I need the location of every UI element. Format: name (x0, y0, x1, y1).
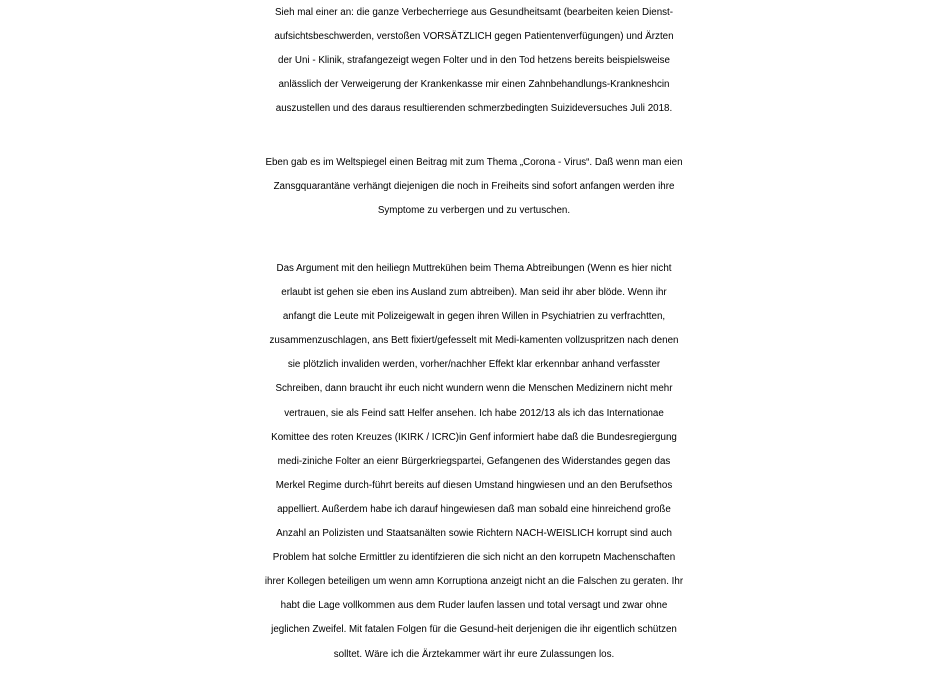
text-line: vertrauen, sie als Feind satt Helfer ansehen. Ich habe 2012/13 als ich das Internationae (284, 407, 664, 419)
text-line: Zansgquarantäne verhängt diejenigen die noch in Freiheits sind sofort anfangen werden ihre (273, 181, 675, 193)
text-line: Schreiben, dann braucht ihr euch nicht wundern wenn die Menschen Medizinern nicht mehr (275, 383, 673, 395)
text-line: solltet. Wäre ich die Ärztekammer wärt ihr eure Zulassungen los. (333, 648, 615, 660)
text-line: Merkel Regime durch-führt bereits auf diesen Umstand hingwiesen und an den Berufsethos (275, 479, 673, 491)
text-line: aufsichtsbeschwerden, verstoßen VORSÄTZLICH gegen Patientenverfügungen) und Ärzten (274, 31, 674, 43)
text-line: zusammenzuschlagen, ans Bett fixiert/gefesselt mit Medi-kamenten vollzuspritzen nach denen (269, 335, 679, 347)
text-line: Sieh mal einer an: die ganze Verbecherriege aus Gesundheitsamt (bearbeiten keien Dienst- (274, 7, 674, 18)
text-line: anfangt die Leute mit Polizeigewalt in gegen ihren Willen in Psychiatrien zu verfrachtten, (282, 311, 666, 323)
text-line: anlässlich der Verweigerung der Krankenkasse mir einen Zahnbehandlungs-Krankneshcin (278, 79, 670, 91)
text-line: Das Argument mit den heiliegn Muttrekühen beim Thema Abtreibungen (Wenn es hier nicht (276, 263, 672, 274)
text-line: der Uni - Klinik, strafangezeigt wegen Folter und in den Tod hetzens bereits beispielsweise (278, 55, 670, 67)
text-line: sie plötzlich invaliden werden, vorher/nachher Effekt klar erkennbar anhand verfasster (287, 359, 661, 371)
text-line: habt die Lage vollkommen aus dem Ruder laufen lassen und total versagt und zwar ohne (280, 600, 668, 612)
text-line: Problem hat solche Ermittler zu identifzieren die sich nicht an den korrupetn Machenschaften (272, 552, 676, 564)
text-line: Eben gab es im Weltspiegel einen Beitrag mit zum Thema „Corona - Virus“. Daß wenn man eien (265, 157, 683, 168)
text-line: jeglichen Zweifel. Mit fatalen Folgen für die Gesund-heit derjenigen die ihr eigentlich schützen (271, 624, 677, 636)
text-line: appelliert. Außerdem habe ich darauf hingewiesen daß man sobald eine hinreichend große (277, 503, 671, 515)
text-line: auszustellen und des daraus resultierenden schmerzbedingten Suizideversuches Juli 2018. (275, 103, 673, 115)
text-line: medi-ziniche Folter an eienr Bürgerkriegspartei, Gefangenen des Widerstandes gegen das (277, 455, 671, 467)
text-line: Anzahl an Polizisten und Staatsanälten sowie Richtern NACH-WEISLICH korrupt sind auch (276, 528, 672, 540)
paragraph-health-office (0, 1, 948, 121)
text-line: Komittee des roten Kreuzes (IKIRK / ICRC)in Genf informiert habe daß die Bundesregiergung (271, 431, 677, 443)
text-line: ihrer Kollegen beteiligen um wenn amn Korruptiona anzeigt nicht an die Falschen zu geraten. Ihr (264, 576, 684, 588)
text-line: erlaubt ist gehen sie eben ins Ausland zum abtreiben). Man seid ihr aber blöde. Wenn ihr (281, 287, 667, 299)
paragraph-argument (0, 257, 948, 667)
text-line: Symptome zu verbergen und zu vertuschen. (377, 205, 571, 217)
paragraph-weltspiegel (0, 151, 948, 223)
